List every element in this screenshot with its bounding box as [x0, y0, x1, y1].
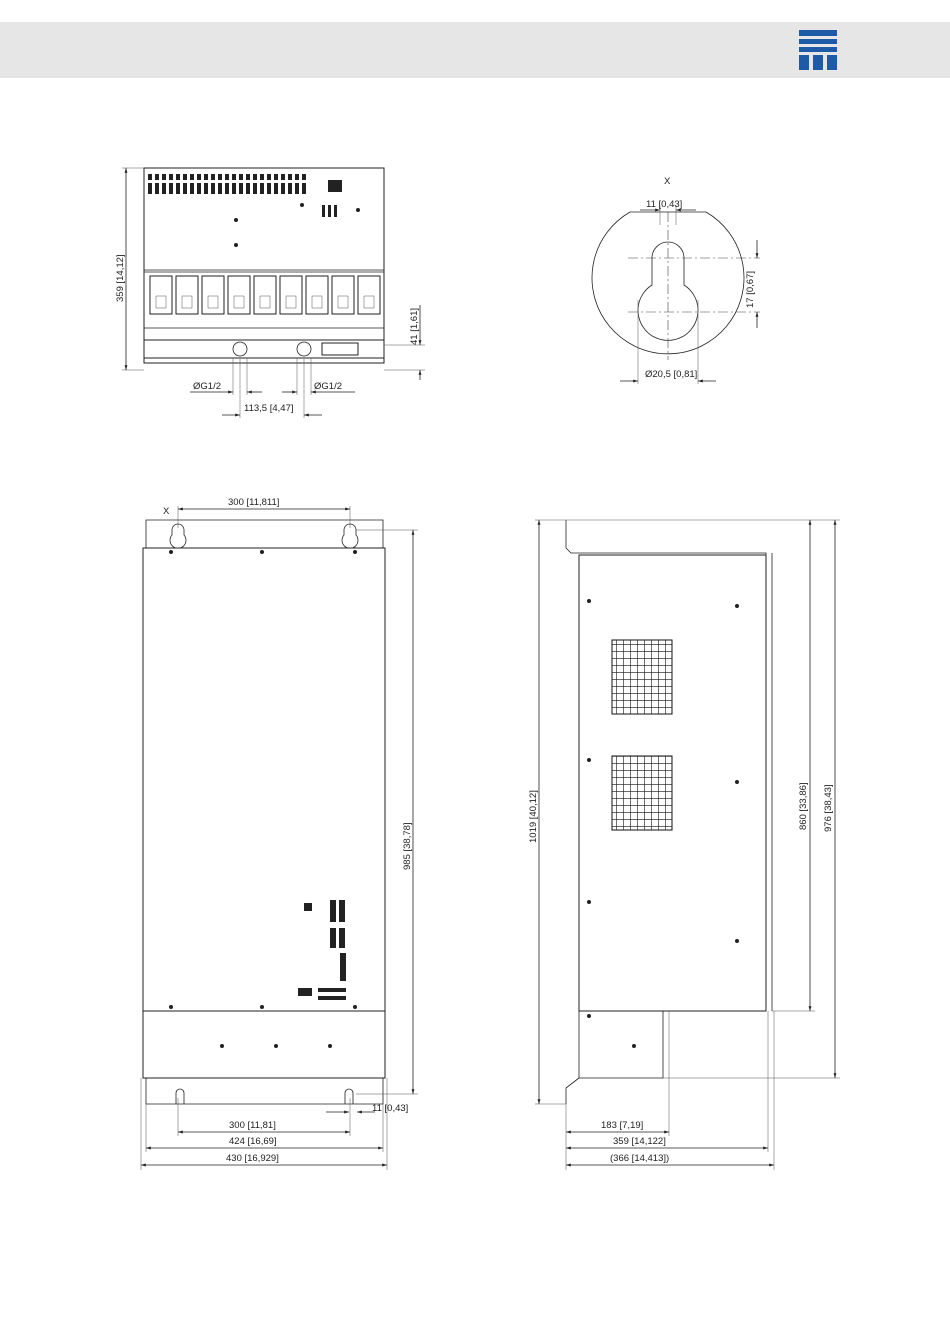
- front-height-label: 359 [14,12]: [115, 254, 126, 302]
- side-976-label: 976 [38,43]: [823, 784, 834, 832]
- pipe-left-label: ØG1/2: [193, 381, 221, 392]
- rear-offset-label: 11 [0,43]: [372, 1103, 409, 1114]
- slot-height-label: 17 [0,67]: [745, 271, 756, 308]
- side-depth-366-label: (366 [14,413]): [610, 1153, 670, 1164]
- rear-width-outer-label: 430 [16,929]: [226, 1153, 279, 1164]
- terminal-block: [150, 276, 380, 314]
- side-860-label: 860 [33,86]: [798, 782, 809, 830]
- slot-width-label: 11 [0,43]: [646, 199, 683, 210]
- pipe-right-label: ØG1/2: [314, 381, 342, 392]
- side-total-height-label: 1019 [40,12]: [528, 790, 539, 843]
- rear-width-inner-label: 424 [16,69]: [229, 1136, 277, 1147]
- detail-x-marker: X: [163, 506, 170, 517]
- rear-bottom-spacing-label: 300 [11,81]: [229, 1120, 276, 1131]
- detail-x-title: X: [664, 176, 671, 187]
- side-view: [528, 520, 840, 1170]
- ventilation-grille-upper: [612, 640, 672, 714]
- rear-view: [141, 497, 418, 1170]
- pipe-spacing-label: 113,5 [4,47]: [244, 403, 294, 414]
- side-depth-183-label: 183 [7,19]: [601, 1120, 644, 1131]
- ventilation-slots: [148, 174, 308, 194]
- front-view: [115, 168, 425, 418]
- rear-top-spacing-label: 300 [11,811]: [228, 497, 280, 508]
- detail-x-view: [592, 176, 760, 384]
- hole-diameter-label: Ø20,5 [0,81]: [645, 369, 698, 380]
- side-depth-359-label: 359 [14,122]: [613, 1136, 666, 1147]
- ventilation-grille-lower: [612, 756, 672, 830]
- front-bottom-offset-label: 41 [1,61]: [409, 308, 420, 345]
- rear-height-label: 985 [38,78]: [402, 822, 413, 870]
